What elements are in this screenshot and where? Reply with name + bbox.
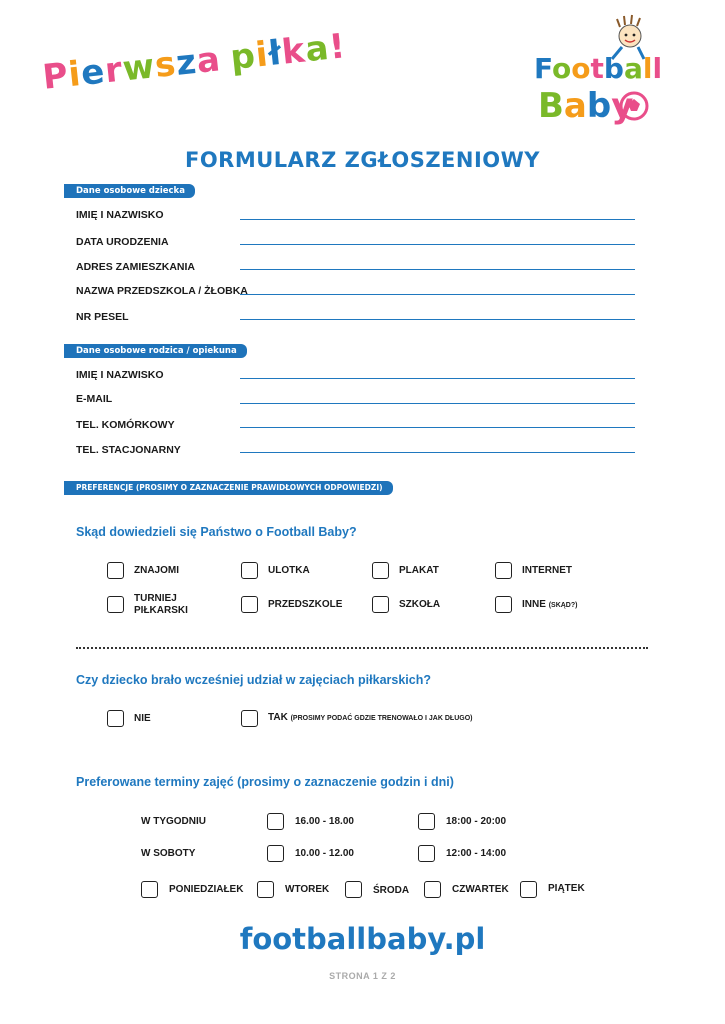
logo-letter: p — [228, 35, 258, 79]
child-name-field[interactable] — [240, 219, 635, 220]
child-birthdate-label: DATA URODZENIA — [76, 236, 169, 248]
parent-mobile-label: TEL. KOMÓRKOWY — [76, 419, 175, 431]
parent-name-label: IMIĘ I NAZWISKO — [76, 369, 164, 381]
question-source: Skąd dowiedzieli się Państwo o Football Baby? — [76, 525, 357, 539]
time-label: 18:00 - 20:00 — [446, 816, 507, 827]
logo-letter: o — [552, 52, 572, 85]
parent-landline-label: TEL. STACJONARNY — [76, 444, 181, 456]
checkbox-internet[interactable] — [495, 562, 512, 579]
option-label: PRZEDSZKOLE — [268, 599, 343, 610]
option-inne-label — [522, 599, 577, 612]
checkbox-weekday-18-20[interactable] — [418, 813, 435, 830]
checkbox-piatek[interactable] — [520, 881, 537, 898]
page-number: STRONA 1 Z 2 — [329, 971, 396, 981]
child-address-label: ADRES ZAMIESZKANIA — [76, 261, 196, 273]
option-label: ULOTKA — [268, 565, 310, 576]
day-label: WTOREK — [285, 884, 330, 895]
option-label: INTERNET — [522, 565, 572, 576]
form-title: FORMULARZ ZGŁOSZENIOWY — [184, 148, 541, 172]
logo-letter: a — [563, 86, 587, 126]
logo-letter: t — [590, 52, 604, 85]
footer-url: footballbaby.pl — [239, 922, 486, 956]
football-word — [534, 52, 662, 85]
question-experience: Czy dziecko brało wcześniej udział w zajęciach piłkarskich? — [76, 673, 431, 687]
logo-letter: e — [79, 51, 108, 94]
logo-letter: o — [571, 52, 591, 85]
checkbox-wtorek[interactable] — [257, 881, 274, 898]
pierwsza-pilka-logo — [41, 26, 348, 98]
parent-landline-field[interactable] — [240, 452, 635, 453]
section-heading-child: Dane osobowe dziecka — [64, 184, 195, 198]
checkbox-saturday-12-14[interactable] — [418, 845, 435, 862]
baby-word — [538, 86, 633, 126]
checkbox-weekday-16-18[interactable] — [267, 813, 284, 830]
section-heading-parent: Dane osobowe rodzica / opiekuna — [64, 344, 247, 358]
child-pesel-field[interactable] — [240, 319, 635, 320]
checkbox-turniej[interactable] — [107, 596, 124, 613]
day-label: ŚRODA — [373, 885, 410, 896]
logo-letter: b — [586, 86, 612, 126]
option-label: NIE — [134, 713, 151, 724]
logo-letter: s — [152, 44, 179, 87]
checkbox-sroda[interactable] — [345, 881, 362, 898]
day-label: PIĄTEK — [548, 883, 585, 894]
option-label: SZKOŁA — [399, 599, 441, 610]
logo-letter: a — [303, 27, 332, 71]
option-label: ZNAJOMI — [134, 565, 179, 576]
child-kindergarten-label: NAZWA PRZEDSZKOLA / ŻŁOBKA — [76, 285, 248, 297]
logo-letter: F — [534, 52, 552, 85]
checkbox-szkola[interactable] — [372, 596, 389, 613]
logo-letter: k — [279, 30, 308, 73]
child-address-field[interactable] — [240, 269, 635, 270]
logo-letter: B — [538, 86, 564, 126]
checkbox-przedszkole[interactable] — [241, 596, 258, 613]
day-label: PONIEDZIAŁEK — [169, 884, 244, 895]
parent-name-field[interactable] — [240, 378, 635, 379]
checkbox-poniedzialek[interactable] — [141, 881, 158, 898]
checkbox-plakat[interactable] — [372, 562, 389, 579]
option-label: PLAKAT — [399, 565, 439, 576]
checkbox-saturday-10-12[interactable] — [267, 845, 284, 862]
checkbox-ulotka[interactable] — [241, 562, 258, 579]
child-name-label: IMIĘ I NAZWISKO — [76, 209, 164, 221]
option-label: INNE — [522, 599, 546, 610]
logo-letter: a — [194, 39, 223, 82]
parent-email-label: E-MAIL — [76, 393, 113, 405]
checkbox-czwartek[interactable] — [424, 881, 441, 898]
weekdays-label: W TYGODNIU — [141, 816, 206, 827]
option-label: TURNIEJ PIŁKARSKI — [134, 593, 188, 616]
logo-letter: b — [603, 52, 624, 85]
option-label: TAK — [268, 712, 288, 723]
checkbox-tak[interactable] — [241, 710, 258, 727]
dotted-divider — [76, 647, 648, 649]
child-birthdate-field[interactable] — [240, 244, 635, 245]
child-kindergarten-field[interactable] — [240, 294, 635, 295]
checkbox-inne[interactable] — [495, 596, 512, 613]
logo-letter: i — [253, 34, 271, 76]
time-label: 12:00 - 14:00 — [446, 848, 507, 859]
parent-mobile-field[interactable] — [240, 427, 635, 428]
option-note: (SKĄD?) — [548, 602, 578, 609]
parent-email-field[interactable] — [240, 403, 635, 404]
question-schedule: Preferowane terminy zajęć (prosimy o zaznaczenie godzin i dni) — [76, 775, 454, 789]
logo-letter: z — [174, 41, 199, 84]
logo-letter: l — [652, 52, 663, 85]
logo-letter: i — [66, 53, 84, 96]
logo-letter: ! — [327, 26, 348, 68]
time-label: 16.00 - 18.00 — [295, 816, 354, 827]
child-pesel-label: NR PESEL — [76, 311, 129, 323]
checkbox-znajomi[interactable] — [107, 562, 124, 579]
logo-letter: l — [642, 52, 653, 85]
logo-letter: ł — [266, 32, 285, 75]
logo-letter — [222, 69, 232, 70]
football-baby-logo — [530, 14, 663, 134]
option-tak-label — [268, 712, 472, 725]
logo-letter: y — [611, 86, 634, 126]
day-label: CZWARTEK — [452, 884, 509, 895]
checkbox-nie[interactable] — [107, 710, 124, 727]
time-label: 10.00 - 12.00 — [295, 848, 354, 859]
logo-letter: a — [623, 52, 643, 85]
option-note: (PROSIMY PODAĆ GDZIE TRENOWAŁO I JAK DŁUGO) — [290, 715, 473, 722]
logo-letter: P — [40, 55, 71, 98]
logo-letter: w — [120, 46, 158, 90]
saturday-label: W SOBOTY — [141, 848, 196, 859]
logo-letter: r — [103, 49, 125, 92]
section-heading-preferences: PREFERENCJE (PROSIMY O ZAZNACZENIE PRAWIDŁOWYCH ODPOWIEDZI) — [64, 481, 393, 495]
